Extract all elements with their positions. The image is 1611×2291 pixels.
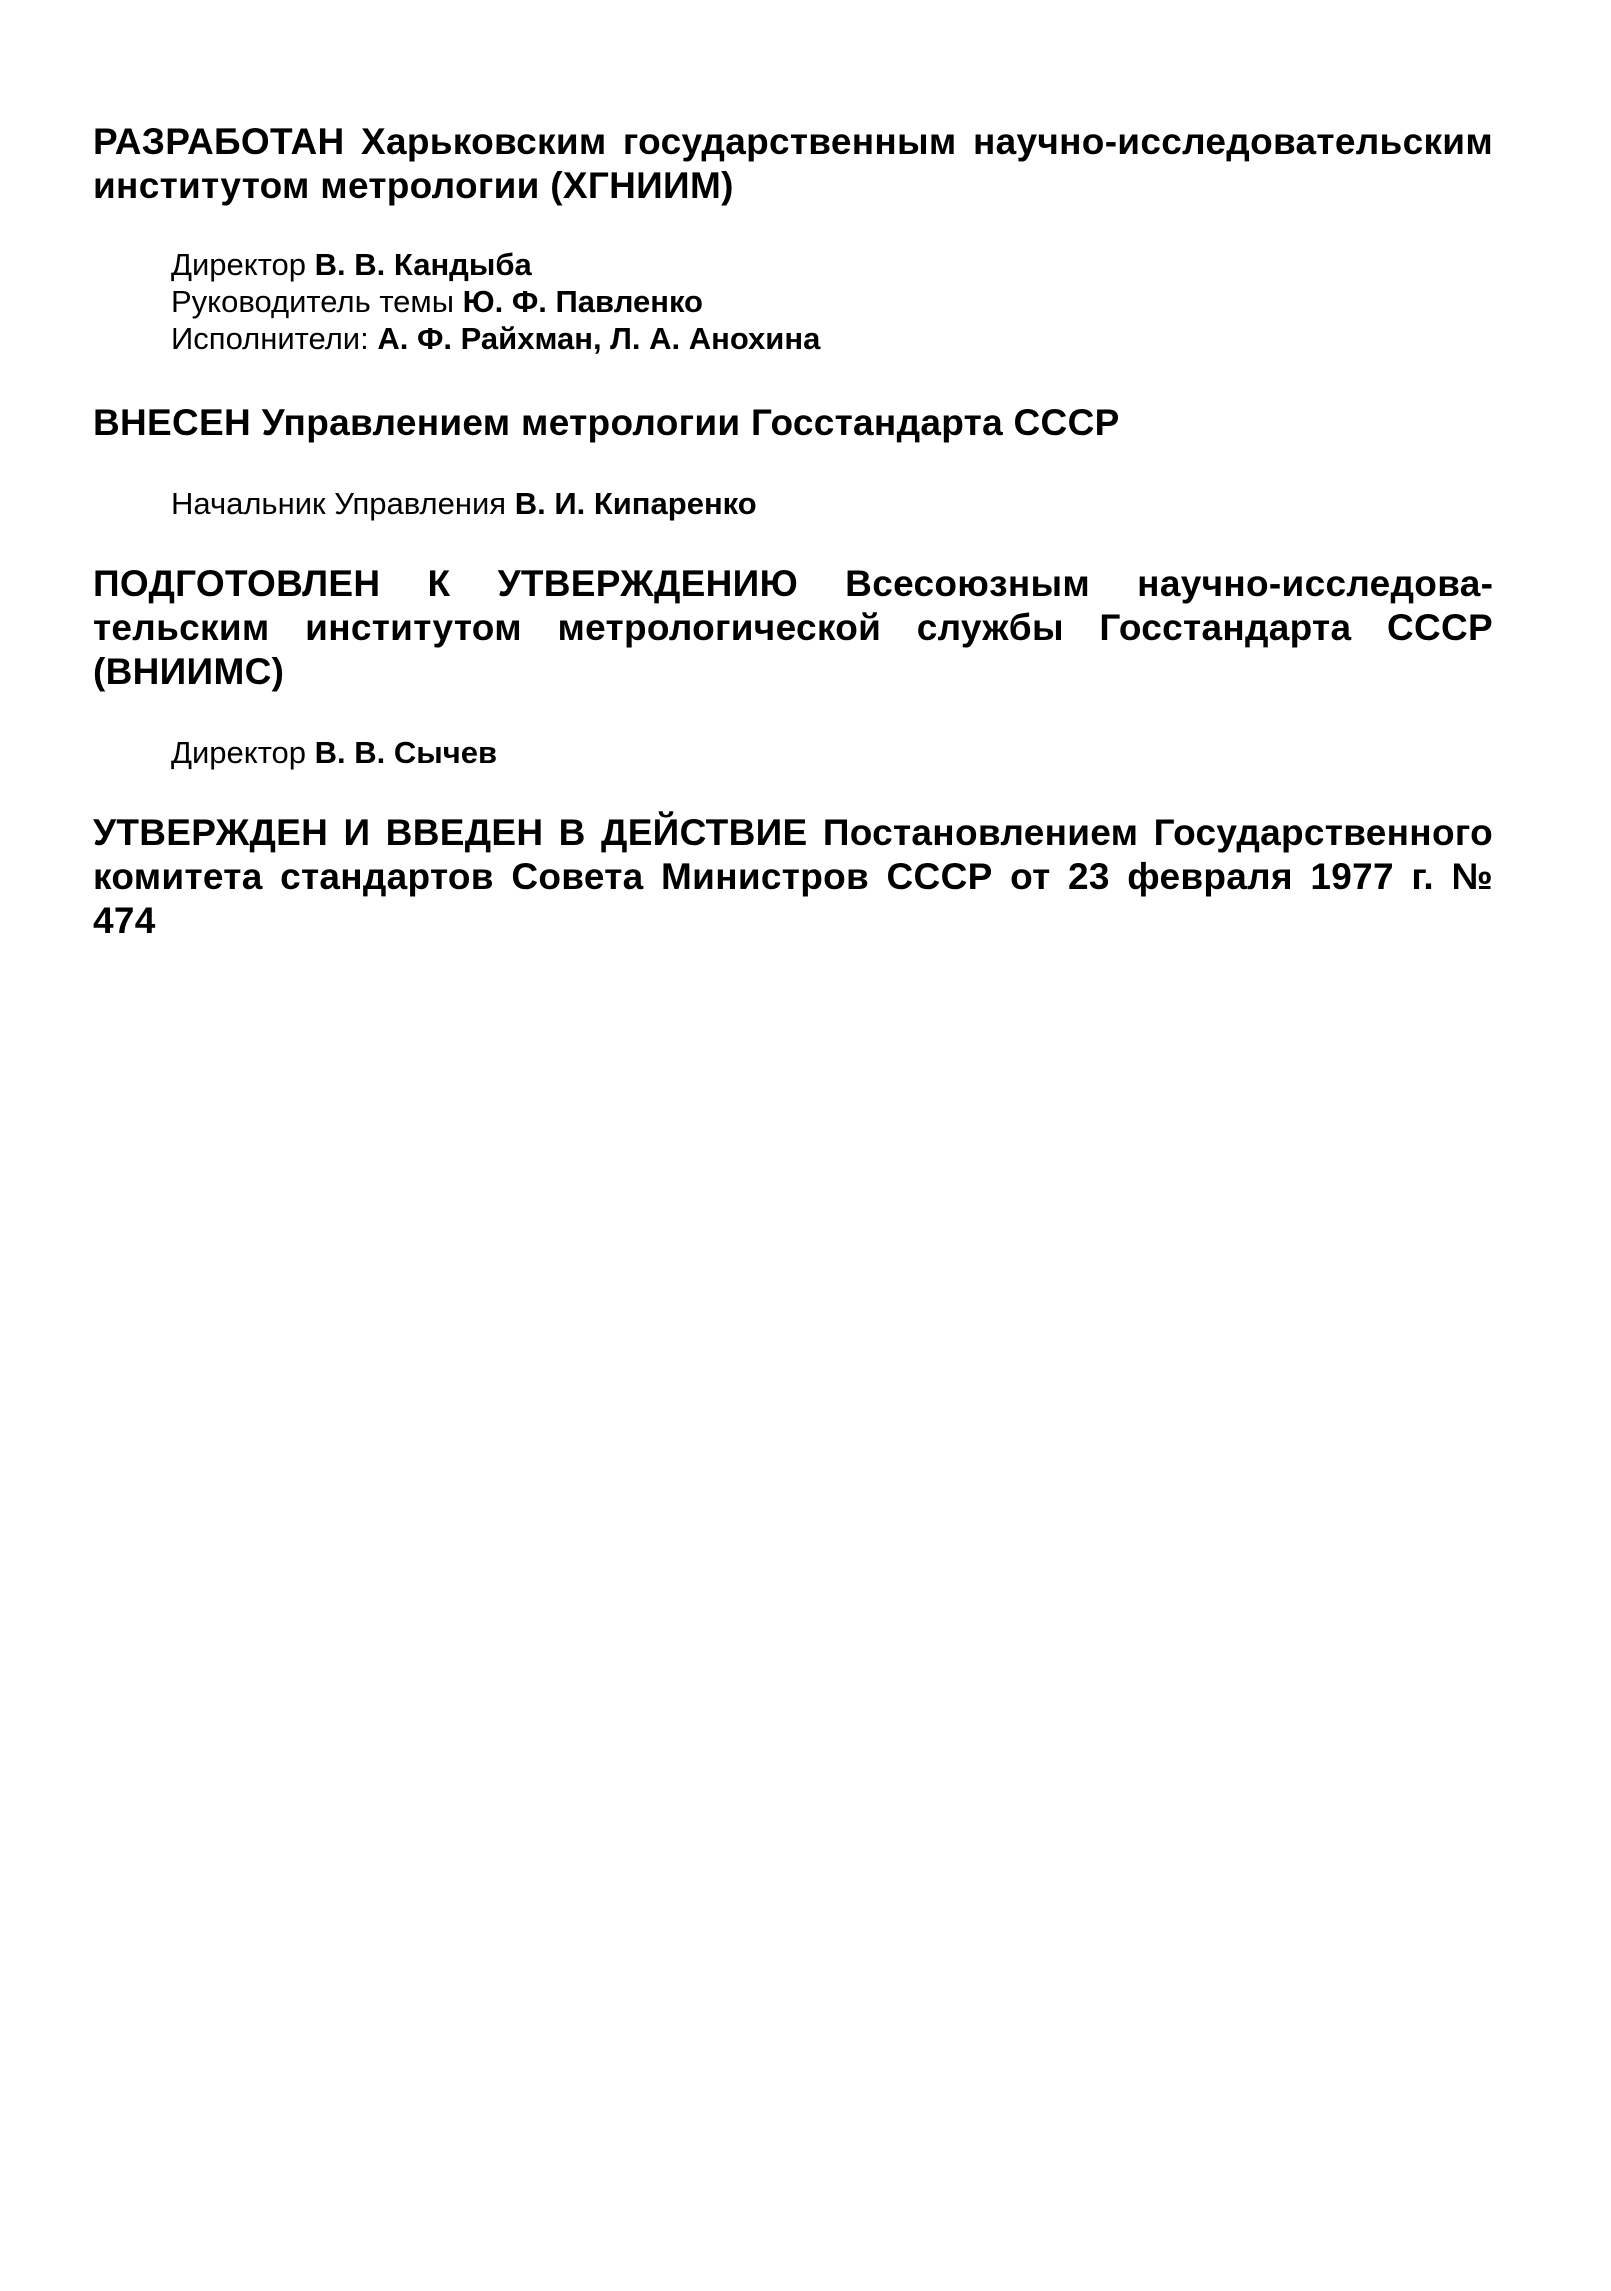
person-role: Начальник Управления xyxy=(171,486,507,521)
developed-label: РАЗРАБОТАН xyxy=(93,121,345,162)
introduced-text: Управлением метрологии Госстандарта СССР xyxy=(261,402,1120,443)
person-role: Исполнители: xyxy=(171,321,369,356)
person-name: В. В. Сычев xyxy=(314,735,498,770)
approved-text: Постановлением Государственного комитета стандартов Совета Министров СССР от 23 февраля 1977 г. № 474 xyxy=(93,812,1493,941)
prepared-paragraph xyxy=(93,562,1493,694)
person-role: Директор xyxy=(171,735,307,770)
developed-people xyxy=(171,246,1493,357)
person-name: Ю. Ф. Павленко xyxy=(462,284,703,319)
approved-paragraph xyxy=(93,811,1493,943)
person-role: Директор xyxy=(171,247,307,282)
document-page xyxy=(93,120,1493,943)
person-line xyxy=(171,320,1493,357)
person-name: А. Ф. Райхман, Л. А. Анохина xyxy=(377,321,821,356)
developed-text: Харьковским государственным научно-исследовательским институтом метрологии (ХГНИИМ) xyxy=(93,121,1493,206)
person-line xyxy=(171,283,1493,320)
prepared-section xyxy=(93,562,1493,771)
developed-paragraph xyxy=(93,120,1493,208)
person-name: В. И. Кипаренко xyxy=(514,486,757,521)
person-role: Руководитель темы xyxy=(171,284,455,319)
developed-section xyxy=(93,120,1493,357)
prepared-text: Всесоюзным научно-исследовательским институтом метрологической службы Госстандарта СССР (ВНИИМС) xyxy=(93,563,1493,692)
approved-label: УТВЕРЖДЕН И ВВЕДЕН В ДЕЙСТВИЕ xyxy=(93,812,808,853)
prepared-label: ПОДГОТОВЛЕН К УТВЕРЖДЕНИЮ xyxy=(93,563,799,604)
introduced-label: ВНЕСЕН xyxy=(93,402,252,443)
person-line xyxy=(171,734,1493,771)
introduced-paragraph xyxy=(93,401,1493,445)
prepared-people xyxy=(171,734,1493,771)
introduced-people xyxy=(171,485,1493,522)
introduced-section xyxy=(93,401,1493,522)
approved-section xyxy=(93,811,1493,943)
person-line xyxy=(171,485,1493,522)
person-line xyxy=(171,246,1493,283)
person-name: В. В. Кандыба xyxy=(314,247,532,282)
